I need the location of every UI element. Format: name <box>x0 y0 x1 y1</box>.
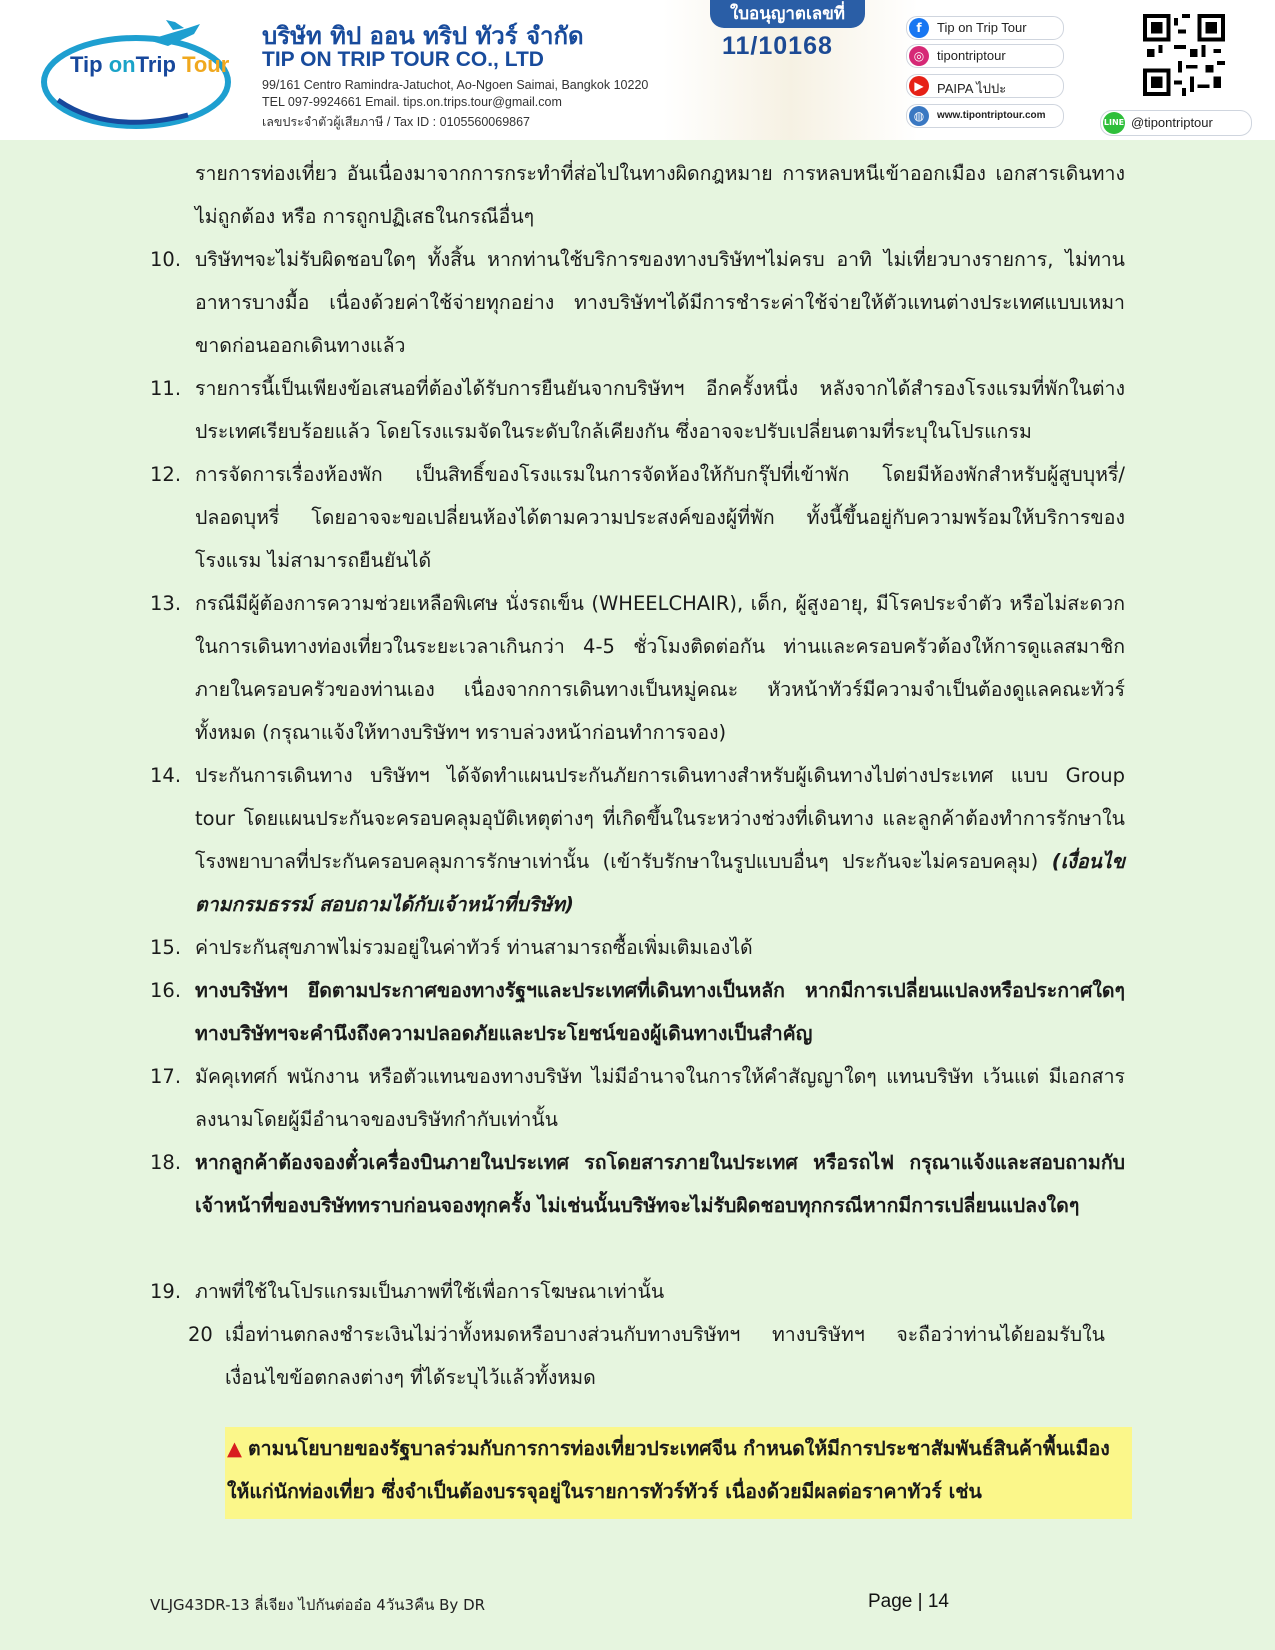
line-id-label: @tipontriptour <box>1131 115 1213 130</box>
logo-wordmark: Tip onTrip Tour <box>70 52 230 77</box>
item-text-segment: เมื่อท่านตกลงชำระเงินไม่ว่าทั้งหมดหรือบางส่วนกับทางบริษัทฯ ทางบริษัทฯ จะถือว่าท่านได้ยอมรับในเงื่อนไขข้อตกลงต่างๆ ที่ได้ระบุไว้แล้วทั้งหมด <box>225 1323 1105 1389</box>
notice-text: ตามนโยบายของรัฐบาลร่วมกับการการท่องเที่ยวประเทศจีน กำหนดให้มีการประชาสัมพันธ์สินค้าพื้นเมืองให้แก่นักท่องเที่ยว ซึ่งจำเป็นต้องบรรจุอยู่ในรายการทัวร์ทัวร์ เนื่องด้วยมีผลต่อราคาทัวร์ เช่น <box>227 1437 1110 1503</box>
social-link-youtube[interactable] <box>906 74 1064 98</box>
item-text-segment: มัคคุเทศก์ พนักงาน หรือตัวแทนของทางบริษัท ไม่มีอำนาจในการให้คำสัญญาใดๆ แทนบริษัท เว้นแต่ มีเอกสารลงนามโดยผู้มีอำนาจของบริษัทกำกับเท่านั้น <box>195 1065 1125 1131</box>
item-number: 12. <box>150 463 182 486</box>
item-text-segment: รายการท่องเที่ยว อันเนื่องมาจากการกระทำที่ส่อไปในทางผิดกฎหมาย การหลบหนีเข้าออกเมือง เอกสารเดินทางไม่ถูกต้อง หรือ การถูกปฏิเสธในกรณีอื่นๆ <box>195 162 1125 228</box>
social-label: Tip on Trip Tour <box>937 20 1027 35</box>
globe-icon: ◍ <box>909 106 929 126</box>
company-contact: TEL 097-9924661 Email. tips.on.trips.tour@gmail.com <box>262 95 562 109</box>
social-label: PAIPA ไปปะ <box>937 81 1007 96</box>
license-number: 11/10168 <box>722 32 833 60</box>
line-id[interactable] <box>1100 110 1252 136</box>
item-text <box>195 238 1125 367</box>
social-label: www.tipontriptour.com <box>937 110 1046 121</box>
notice-box <box>225 1427 1132 1519</box>
item-number: 17. <box>150 1065 182 1088</box>
item-text <box>195 969 1125 1055</box>
instagram-icon: ◎ <box>909 46 929 66</box>
item-text <box>195 367 1125 453</box>
item-text-segment: หากลูกค้าต้องจองตั๋วเครื่องบินภายในประเทศ รถโดยสารภายในประเทศ หรือรถไฟ กรุณาแจ้งและสอบถามกับเจ้าหน้าที่ของบริษัททราบก่อนจองทุกครั้ง ไม่เช่นนั้นบริษัทจะไม่รับผิดชอบทุกกรณีหากมีการเปลี่ยนแปลงใดๆ <box>195 1151 1125 1217</box>
item-text-segment: บริษัทฯจะไม่รับผิดชอบใดๆ ทั้งสิ้น หากท่านใช้บริการของทางบริษัทฯไม่ครบ อาทิ ไม่เที่ยวบางรายการ, ไม่ทานอาหารบางมื้อ เนื่องด้วยค่าใช้จ่ายทุกอย่าง ทางบริษัทฯได้มีการชำระค่าใช้จ่ายให้ตัวแทนต่างประเทศแบบเหมาขาดก่อนออกเดินทางแล้ว <box>195 248 1125 357</box>
item-number: 15. <box>150 936 182 959</box>
company-address: 99/161 Centro Ramindra-Jatuchot, Ao-Ngoen Saimai, Bangkok 10220 <box>262 78 649 92</box>
item-number: 13. <box>150 592 182 615</box>
warning-icon: ▲ <box>227 1437 242 1460</box>
item-text <box>195 926 1125 969</box>
item-text <box>195 1141 1125 1227</box>
item-number: 19. <box>150 1280 182 1303</box>
item-text-segment: (เงื่อนไขตามกรมธรรม์ สอบถามได้กับเจ้าหน้าที่บริษัท) <box>195 850 1125 916</box>
item-text-segment: กรณีมีผู้ต้องการความช่วยเหลือพิเศษ นั่งรถเข็น (WHEELCHAIR), เด็ก, ผู้สูงอายุ, มีโรคประจำตัว หรือไม่สะดวกในการเดินทางท่องเที่ยวในระยะเวลาเกินกว่า 4-5 ชั่วโมงติดต่อกัน ท่านและครอบครัวต้องให้การดูแลสมาชิกภายในครอบครัวของท่านเอง เนื่องจากการเดินทางเป็นหมู่คณะ หัวหน้าทัวร์มีความจำเป็นต้องดูแลคณะทัวร์ทั้งหมด (กรุณาแจ้งให้ทางบริษัทฯ ทราบล่วงหน้าก่อนทำการจอง) <box>195 592 1125 744</box>
youtube-icon: ▶ <box>909 76 929 96</box>
item-text <box>195 1055 1125 1141</box>
item-number: 16. <box>150 979 182 1002</box>
social-link-globe[interactable] <box>906 104 1064 128</box>
item-number: 10. <box>150 248 182 271</box>
item-text <box>195 453 1125 582</box>
social-link-instagram[interactable] <box>906 44 1064 68</box>
item-text <box>195 754 1125 926</box>
company-name-english: TIP ON TRIP TOUR CO., LTD <box>262 48 544 71</box>
item-number: 20 <box>188 1323 213 1346</box>
social-label: tipontriptour <box>937 48 1006 63</box>
social-link-facebook[interactable] <box>906 16 1064 40</box>
item-text-segment: ภาพที่ใช้ในโปรแกรมเป็นภาพที่ใช้เพื่อการโฆษณาเท่านั้น <box>195 1280 665 1303</box>
item-text <box>195 152 1125 238</box>
item-text-segment: ประกันการเดินทาง บริษัทฯ ได้จัดทำแผนประกันภัยการเดินทางสำหรับผู้เดินทางไปต่างประเทศ แบบ Group tour โดยแผนประกันจะครอบคลุมอุบัติเหตุต่างๆ ที่เกิดขึ้นในระหว่างช่วงที่เดินทาง และลูกค้าต้องทำการรักษาในโรงพยาบาลที่ประกันครอบคลุมการรักษาเท่านั้น (เข้ารับรักษาในรูปแบบอื่นๆ ประกันจะไม่ครอบคลุม) <box>195 764 1125 873</box>
page-header <box>0 0 1275 140</box>
item-text <box>225 1313 1105 1399</box>
item-text <box>195 582 1125 754</box>
item-number: 11. <box>150 377 182 400</box>
item-text-segment: รายการนี้เป็นเพียงข้อเสนอที่ต้องได้รับการยืนยันจากบริษัทฯ อีกครั้งหนึ่ง หลังจากได้สำรองโรงแรมที่พักในต่างประเทศเรียบร้อยแล้ว โดยโรงแรมจัดในระดับใกล้เคียงกัน ซึ่งอาจจะปรับเปลี่ยนตามที่ระบุในโปรแกรม <box>195 377 1125 443</box>
item-number: 14. <box>150 764 182 787</box>
license-label: ใบอนุญาตเลขที่ <box>710 0 865 28</box>
item-number: 18. <box>150 1151 182 1174</box>
item-text-segment: การจัดการเรื่องห้องพัก เป็นสิทธิ์ของโรงแรมในการจัดห้องให้กับกรุ๊ปที่เข้าพัก โดยมีห้องพักสำหรับผู้สูบบุหรี่/ ปลอดบุหรี่ โดยอาจจะขอเปลี่ยนห้องได้ตามความประสงค์ของผู้ที่พัก ทั้งนี้ขึ้นอยู่กับความพร้อมให้บริการของโรงแรม ไม่สามารถยืนยันได้ <box>195 463 1125 572</box>
company-name-thai: บริษัท ทิป ออน ทริป ทัวร์ จำกัด <box>262 22 584 50</box>
line-icon: LINE <box>1103 112 1125 134</box>
program-code: VLJG43DR-13 ลี่เจียง ไปกันต่ออ๋อ 4วัน3คืน By DR <box>150 1596 486 1614</box>
company-tax-id: เลขประจำตัวผู้เสียภาษี / Tax ID : 0105560069867 <box>262 115 531 129</box>
qr-code <box>1143 14 1225 96</box>
facebook-icon: f <box>909 18 929 38</box>
item-text-segment: ค่าประกันสุขภาพไม่รวมอยู่ในค่าทัวร์ ท่านสามารถซื้อเพิ่มเติมเองได้ <box>195 936 753 959</box>
page-number: Page | 14 <box>868 1591 950 1612</box>
item-text <box>195 1270 1125 1313</box>
item-text-segment: ทางบริษัทฯ ยึดตามประกาศของทางรัฐฯและประเทศที่เดินทางเป็นหลัก หากมีการเปลี่ยนแปลงหรือประกาศใดๆ ทางบริษัทฯจะคำนึงถึงความปลอดภัยและประโยชน์ของผู้เดินทางเป็นสำคัญ <box>195 979 1125 1045</box>
